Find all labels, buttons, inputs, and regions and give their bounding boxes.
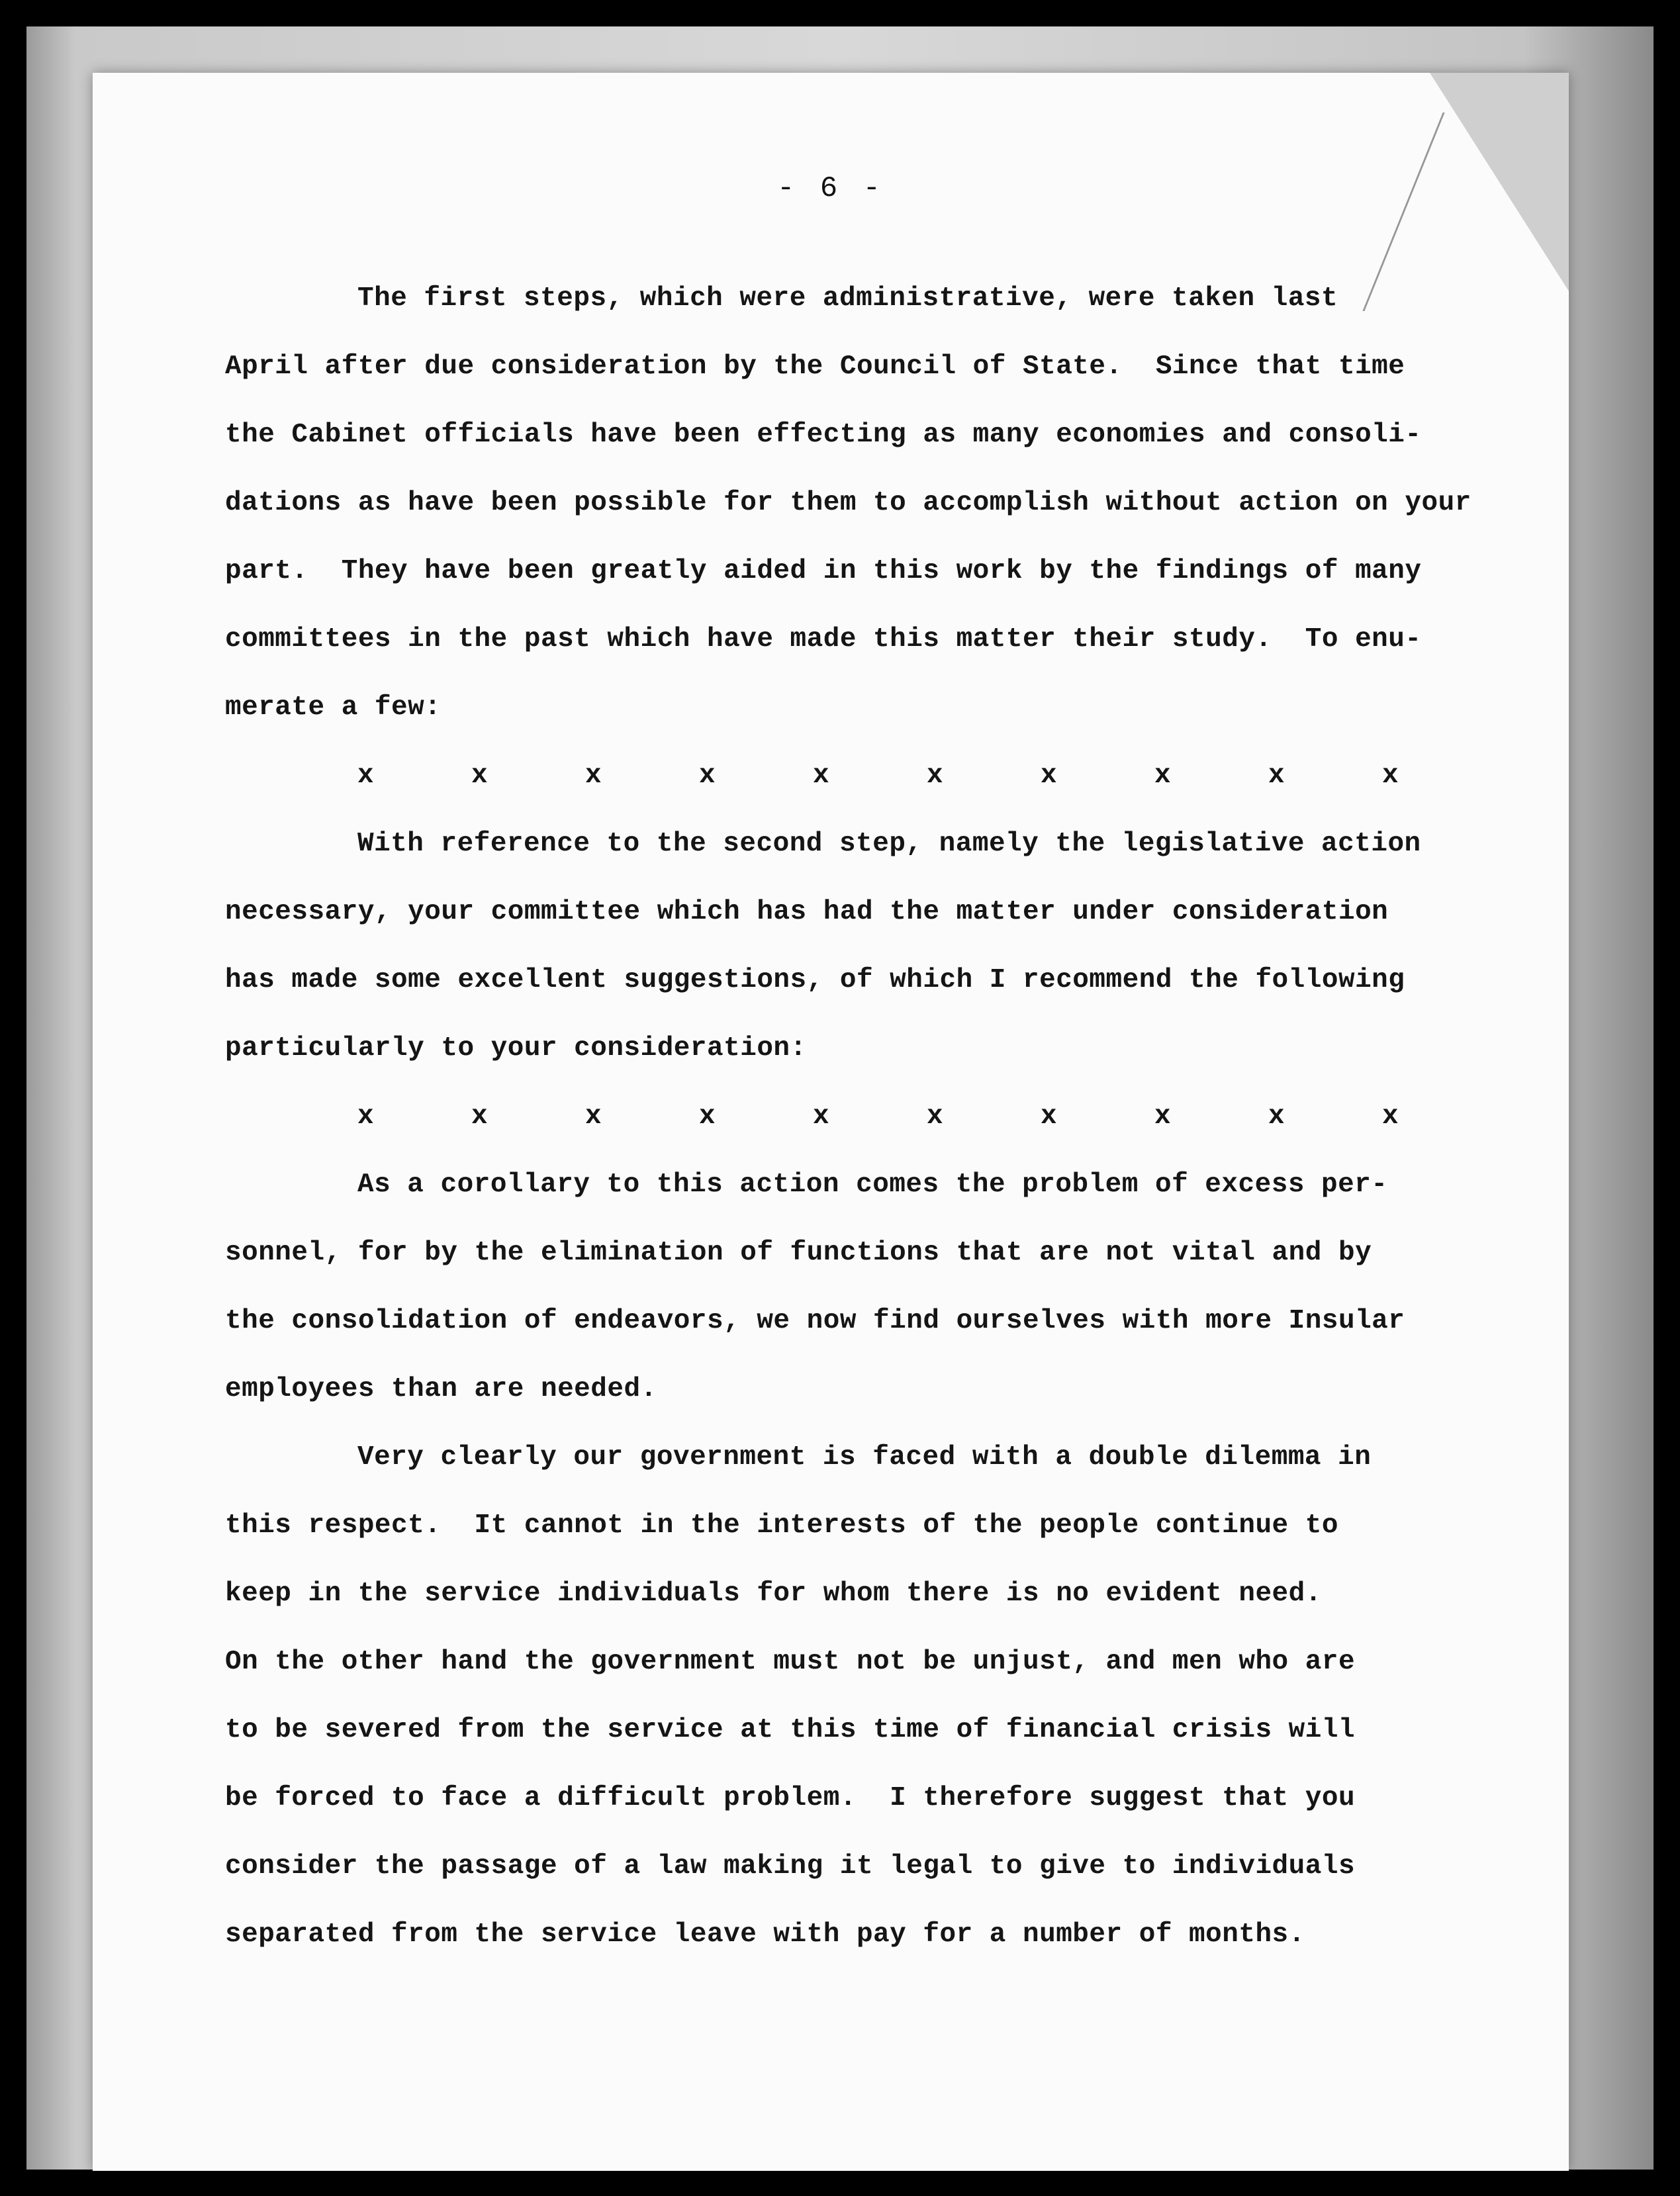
text-line: The first steps, which were administrative, were taken last (357, 283, 1338, 314)
omission-marks-row (225, 1083, 1522, 1151)
omission-mark: x (1041, 760, 1058, 791)
text-line: particularly to your consideration: (225, 1033, 807, 1064)
document-page (93, 73, 1569, 2171)
text-line: sonnel, for by the elimination of functions that are not vital and by (225, 1238, 1372, 1268)
text-line: the consolidation of endeavors, we now find ourselves with more Insular (225, 1306, 1405, 1336)
text-line: committees in the past which have made this matter their study. To enu- (225, 624, 1422, 655)
text-line: Very clearly our government is faced with a double dilemma in (357, 1442, 1372, 1473)
omission-mark: x (357, 1101, 375, 1132)
omission-mark: x (1154, 760, 1172, 791)
text-line: dations as have been possible for them to accomplish without action on your (225, 488, 1471, 518)
text-line: With reference to the second step, namely the legislative action (357, 829, 1421, 859)
text-line: As a corollary to this action comes the problem of excess per- (357, 1169, 1388, 1200)
omission-mark: x (1154, 1101, 1172, 1132)
text-line: to be severed from the service at this time of financial crisis will (225, 1715, 1356, 1745)
omission-mark: x (1268, 1101, 1285, 1132)
omission-mark: x (927, 760, 944, 791)
omission-mark: x (813, 1101, 830, 1132)
omission-mark: x (927, 1101, 944, 1132)
text-line: this respect. It cannot in the interests of the people continue to (225, 1510, 1338, 1541)
omission-mark: x (1382, 1101, 1399, 1132)
omission-mark: x (1382, 760, 1399, 791)
omission-mark: x (585, 760, 602, 791)
text-line: has made some excellent suggestions, of which I recommend the following (225, 965, 1405, 995)
text-line: the Cabinet officials have been effecting as many economies and consoli- (225, 420, 1422, 450)
scan-background (26, 26, 1654, 2170)
omission-mark: x (471, 1101, 489, 1132)
text-line: keep in the service individuals for whom there is no evident need. (225, 1578, 1322, 1609)
text-line: part. They have been greatly aided in this work by the findings of many (225, 556, 1422, 586)
document-body (225, 265, 1522, 1969)
text-line: employees than are needed. (225, 1374, 657, 1404)
omission-mark: x (471, 760, 489, 791)
omission-mark: x (1041, 1101, 1058, 1132)
omission-mark: x (357, 760, 375, 791)
omission-mark: x (699, 1101, 716, 1132)
omission-mark: x (813, 760, 830, 791)
omission-mark: x (585, 1101, 602, 1132)
text-line: be forced to face a difficult problem. I therefore suggest that you (225, 1783, 1356, 1813)
text-line: April after due consideration by the Council of State. Since that time (225, 351, 1405, 382)
text-line: consider the passage of a law making it legal to give to individuals (225, 1851, 1356, 1882)
omission-marks-row (225, 742, 1522, 810)
text-line: On the other hand the government must not be unjust, and men who are (225, 1647, 1356, 1677)
omission-mark: x (699, 760, 716, 791)
page-number: - 6 - (776, 172, 885, 205)
text-line: merate a few: (225, 692, 442, 723)
omission-mark: x (1268, 760, 1285, 791)
text-line: necessary, your committee which has had the matter under consideration (225, 897, 1389, 927)
text-line: separated from the service leave with pay for a number of months. (225, 1919, 1305, 1950)
